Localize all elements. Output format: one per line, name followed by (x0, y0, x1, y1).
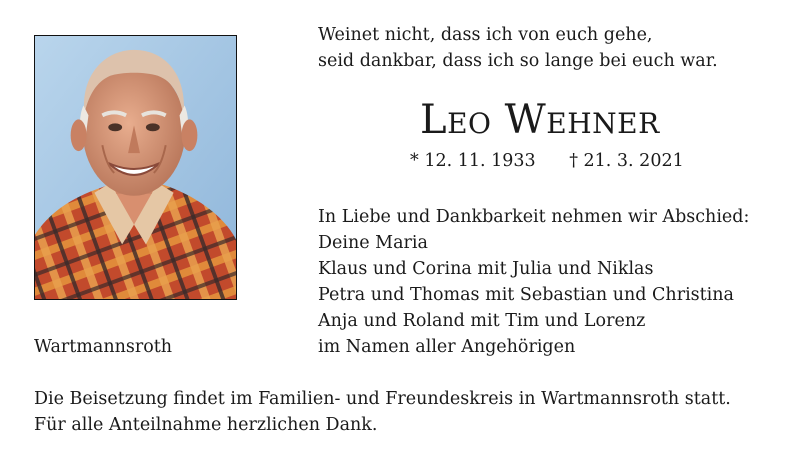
funeral-notice (34, 386, 731, 438)
funeral-notice-line: Die Beisetzung findet im Familien- und Freundeskreis in Wartmannsroth statt. (34, 389, 731, 409)
place-name: Wartmannsroth (34, 337, 173, 357)
verse-line: Weinet nicht, dass ich von euch gehe, (318, 25, 653, 45)
mourners-list (318, 204, 749, 360)
mourner-line: Anja und Roland mit Tim und Lorenz (318, 311, 646, 331)
life-dates (410, 148, 684, 174)
verse (318, 22, 718, 74)
mourner-line: Petra und Thomas mit Sebastian und Christina (318, 285, 734, 305)
birth-date: * 12. 11. 1933 (410, 151, 536, 171)
mourners-intro: In Liebe und Dankbarkeit nehmen wir Abschied: (318, 207, 750, 227)
portrait-illustration (35, 36, 236, 299)
mourner-line: im Namen aller Angehörigen (318, 337, 576, 357)
thanks-line: Für alle Anteilnahme herzlichen Dank. (34, 415, 378, 435)
deceased-name: Leo Wehner (420, 97, 660, 143)
mourner-line: Deine Maria (318, 233, 428, 253)
verse-line: seid dankbar, dass ich so lange bei euch war. (318, 51, 718, 71)
portrait-photo (34, 35, 237, 300)
mourner-line: Klaus und Corina mit Julia und Niklas (318, 259, 654, 279)
death-date: † 21. 3. 2021 (569, 151, 684, 171)
